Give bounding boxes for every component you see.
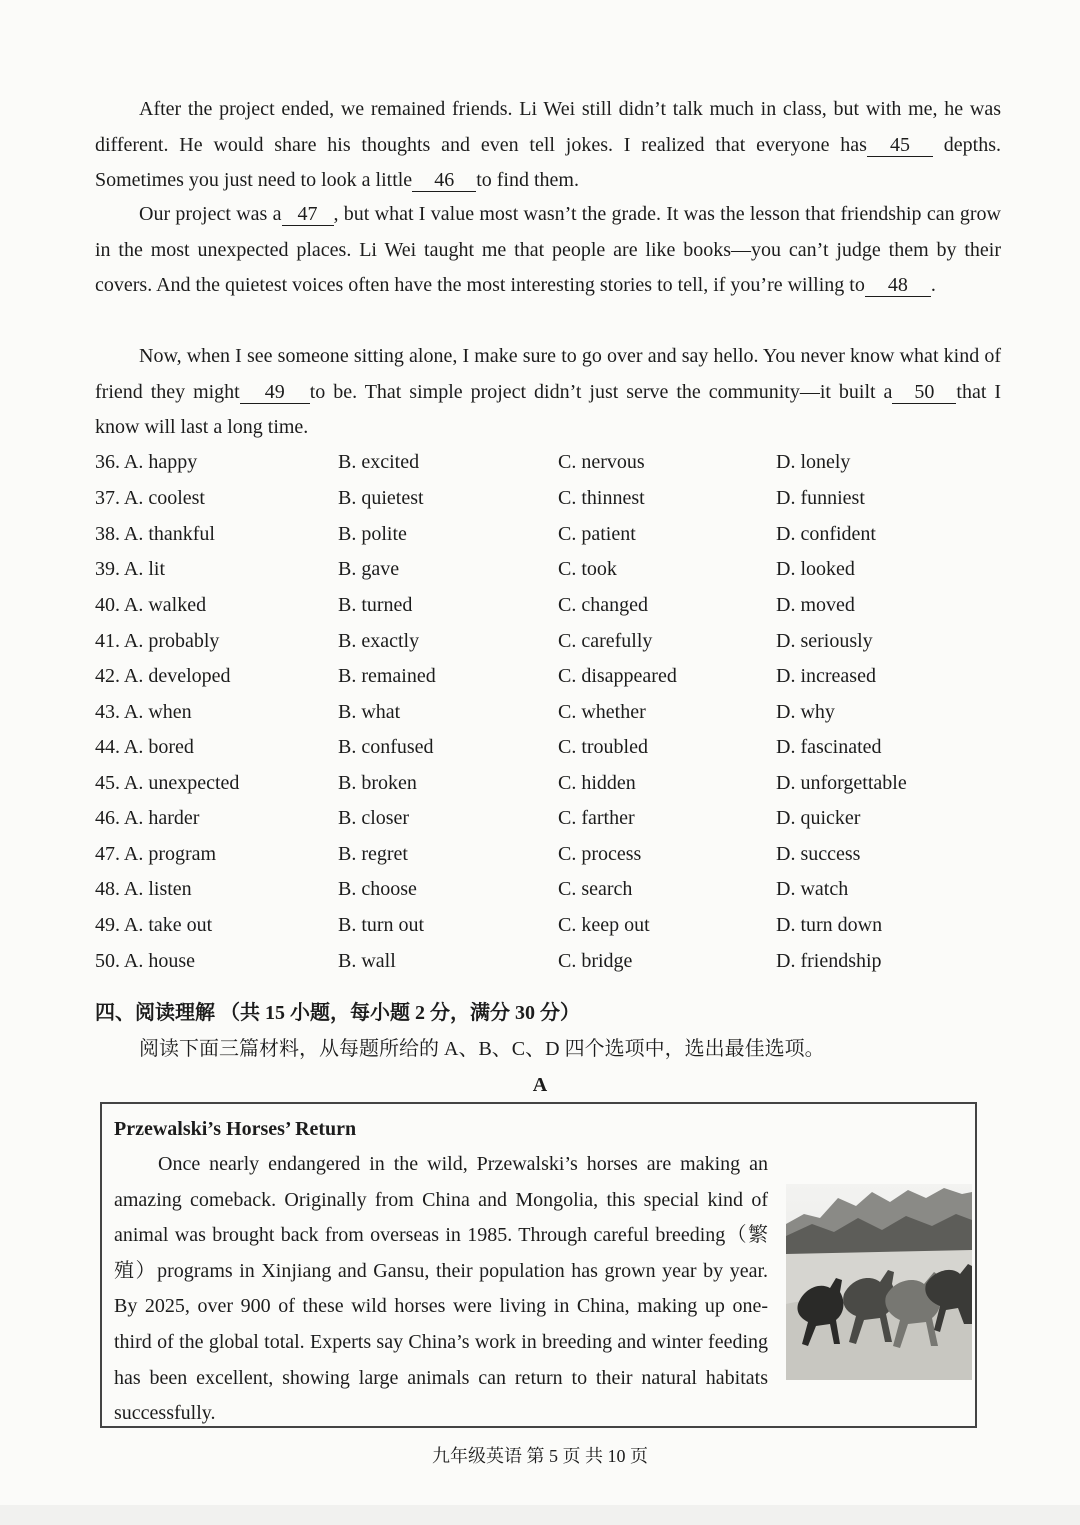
text-segment: . <box>930 274 936 296</box>
option-a: 49. A. take out <box>95 914 213 936</box>
question-row-41 <box>95 624 995 660</box>
option-b: B. turn out <box>338 914 425 936</box>
option-b: B. gave <box>338 558 400 580</box>
question-row-49 <box>95 908 995 944</box>
cloze-paragraph-3 <box>95 339 1001 446</box>
option-d: D. moved <box>776 594 855 616</box>
option-c: C. search <box>558 878 633 900</box>
option-a: 38. A. thankful <box>95 523 215 545</box>
text-segment: After the project ended, we remained friends. Li Wei still didn’t talk much in class, but with me, he was different. He would share his thoughts and even tell jokes. I realized that everyone has <box>95 98 1001 156</box>
option-a: 39. A. lit <box>95 558 166 580</box>
question-row-39 <box>95 552 995 588</box>
question-row-43 <box>95 695 995 731</box>
option-d: D. lonely <box>776 451 851 473</box>
option-b: B. quietest <box>338 487 424 509</box>
blank-46: 46 <box>412 169 476 192</box>
option-d: D. why <box>776 701 835 723</box>
option-d: D. watch <box>776 878 849 900</box>
option-c: C. troubled <box>558 736 648 758</box>
blank-45: 45 <box>867 134 933 157</box>
option-d: D. turn down <box>776 914 883 936</box>
option-a: 45. A. unexpected <box>95 772 240 794</box>
option-c: C. disappeared <box>558 665 677 687</box>
horses-photo <box>786 1184 972 1380</box>
option-b: B. broken <box>338 772 417 794</box>
question-row-38 <box>95 517 995 553</box>
option-d: D. success <box>776 843 861 865</box>
option-a: 36. A. happy <box>95 451 198 473</box>
question-row-48 <box>95 872 995 908</box>
text-segment: that I know will last a long time. <box>95 380 1001 438</box>
option-a: 37. A. coolest <box>95 487 205 509</box>
option-d: D. fascinated <box>776 736 882 758</box>
option-c: C. took <box>558 558 617 580</box>
text-segment: Our project was a <box>139 203 282 225</box>
option-c: C. thinnest <box>558 487 645 509</box>
question-row-45 <box>95 766 995 802</box>
question-row-46 <box>95 801 995 837</box>
option-d: D. funniest <box>776 487 865 509</box>
question-row-47 <box>95 837 995 873</box>
passage-title: Przewalski’s Horses’ Return <box>114 1118 357 1140</box>
text-segment: to find them. <box>476 169 579 191</box>
question-row-42 <box>95 659 995 695</box>
passage-text: Once nearly endangered in the wild, Przewalski’s horses are making an amazing comeback. Originally from China and Mongolia, this special kind of animal was brought back from overseas in 1985. Through careful breeding（繁殖）programs in Xinjiang and Gansu, their population has grown year by year. By 2025, over 900 of these wild horses were living in China, making up one-third of the global total. Experts say China’s work in breeding and winter feeding has been excellent, showing large animals can return to their natural habitats successfully. <box>114 1153 768 1425</box>
option-b: B. what <box>338 701 401 723</box>
option-b: B. remained <box>338 665 436 687</box>
blank-49: 49 <box>240 381 310 404</box>
option-b: B. choose <box>338 878 417 900</box>
text-segment: , but what I value most wasn’t the grade. It was the lesson that friendship can grow in the most unexpected places. Li Wei taught me that people are like books—you can’t judge them by their covers. And the quietest voices often have the most interesting stories to tell, if you’re willing to <box>95 203 1001 296</box>
option-c: C. process <box>558 843 642 865</box>
option-d: D. unforgettable <box>776 772 907 794</box>
text-segment: depths. Sometimes you just need to look a little <box>95 133 1001 191</box>
option-a: 40. A. walked <box>95 594 207 616</box>
text-segment: Now, when I see someone sitting alone, I make sure to go over and say hello. You never know what kind of friend they might <box>95 345 1001 403</box>
option-a: 48. A. listen <box>95 878 192 900</box>
option-c: C. changed <box>558 594 648 616</box>
option-d: D. increased <box>776 665 876 687</box>
option-a: 47. A. program <box>95 843 217 865</box>
option-b: B. regret <box>338 843 408 865</box>
page-footer: 九年级英语 第 5 页 共 10 页 <box>432 1446 648 1466</box>
blank-47: 47 <box>282 203 334 226</box>
question-row-40 <box>95 588 995 624</box>
option-d: D. confident <box>776 523 876 545</box>
option-d: D. quicker <box>776 807 861 829</box>
option-a: 43. A. when <box>95 701 192 723</box>
option-b: B. exactly <box>338 630 420 652</box>
option-b: B. wall <box>338 950 396 972</box>
option-a: 42. A. developed <box>95 665 231 687</box>
option-b: B. excited <box>338 451 420 473</box>
text-segment: to be. That simple project didn’t just serve the community—it built a <box>309 380 893 403</box>
cloze-paragraph-1 <box>95 92 1001 199</box>
question-row-36 <box>95 445 995 481</box>
option-a: 46. A. harder <box>95 807 200 829</box>
option-c: C. patient <box>558 523 636 545</box>
passage-a-box <box>100 1102 977 1428</box>
question-row-44 <box>95 730 995 766</box>
option-a: 41. A. probably <box>95 630 220 652</box>
option-a: 50. A. house <box>95 950 195 972</box>
cloze-paragraph-2 <box>95 197 1001 304</box>
section-instruction: 阅读下面三篇材料，从每题所给的 A、B、C、D 四个选项中，选出最佳选项。 <box>139 1038 825 1060</box>
option-a: 44. A. bored <box>95 736 194 758</box>
option-c: C. bridge <box>558 950 633 972</box>
option-c: C. farther <box>558 807 635 829</box>
scan-edge <box>0 1505 1080 1525</box>
option-b: B. confused <box>338 736 434 758</box>
section-title: 四、阅读理解 （共 15 小题，每小题 2 分，满分 30 分） <box>95 1002 580 1024</box>
option-c: C. nervous <box>558 451 645 473</box>
option-b: B. polite <box>338 523 407 545</box>
passage-label: A <box>532 1074 548 1096</box>
option-b: B. turned <box>338 594 413 616</box>
option-c: C. carefully <box>558 630 653 652</box>
option-d: D. friendship <box>776 950 882 972</box>
option-d: D. looked <box>776 558 855 580</box>
blank-48: 48 <box>865 274 931 297</box>
option-c: C. keep out <box>558 914 650 936</box>
option-c: C. whether <box>558 701 646 723</box>
question-row-37 <box>95 481 995 517</box>
question-row-50 <box>95 944 995 980</box>
blank-50: 50 <box>892 381 956 404</box>
option-b: B. closer <box>338 807 410 829</box>
option-d: D. seriously <box>776 630 873 652</box>
option-c: C. hidden <box>558 772 636 794</box>
